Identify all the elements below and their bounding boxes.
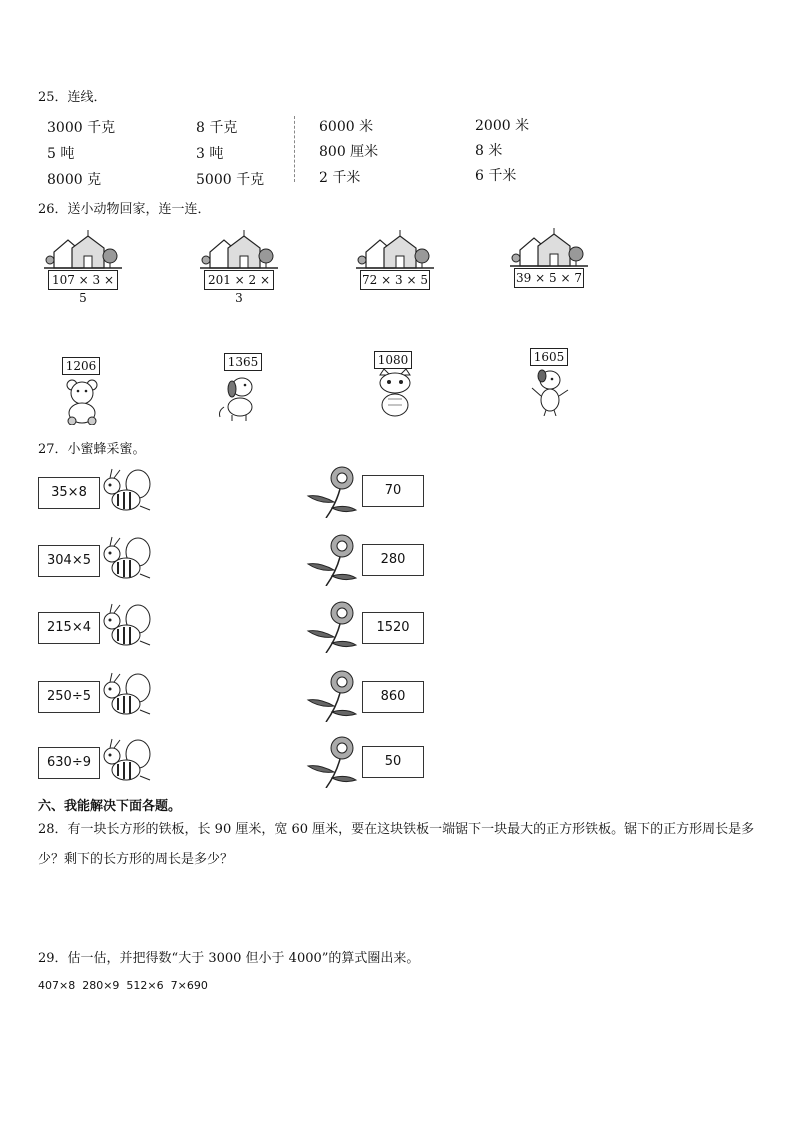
animal-number-tag: 1080 [374, 351, 412, 369]
flower-answer: 860 [362, 681, 424, 713]
q25-col1-item: 5 吨 [47, 146, 75, 162]
animal-dog [216, 353, 276, 425]
flower-answer: 280 [362, 544, 424, 576]
flower-icon [306, 534, 358, 586]
animal-number-tag: 1605 [530, 348, 568, 366]
house-formula: 72 × 3 × 5 [360, 270, 430, 290]
q25-col2-item: 8 千克 [196, 120, 238, 136]
house-3 [356, 230, 436, 292]
house-formula: 107 × 3 × 5 [48, 270, 118, 290]
bee-expression: 215×4 [38, 612, 100, 644]
bear-icon [60, 375, 110, 425]
q28-text: 28．有一块长方形的铁板，长 90 厘米，宽 60 厘米，要在这块铁板一端锯下一块最大的正方形铁板。锯下的正方形周长是多少？剩下的长方形的周长是多少？ [38, 822, 755, 867]
house-formula: 201 × 2 × 3 [204, 270, 274, 290]
flower-answer: 70 [362, 475, 424, 507]
animal-bear [60, 357, 120, 429]
flower-answer: 1520 [362, 612, 424, 644]
flower-icon [306, 736, 358, 788]
q25-col4-item: 8 米 [475, 143, 503, 159]
q29-text: 29．估一估，并把得数“大于 3000 但小于 4000”的算式圈出来。 [38, 951, 420, 966]
dog-icon [216, 371, 266, 421]
flower-icon [306, 466, 358, 518]
q25-col1-item: 3000 千克 [47, 120, 116, 136]
house-icon [200, 230, 280, 274]
bee-icon [100, 466, 156, 518]
q25-col3-item: 6000 米 [319, 119, 374, 135]
q25-divider [294, 116, 295, 182]
house-2 [200, 230, 280, 305]
animal-puppy [528, 348, 588, 420]
animal-number-tag: 1206 [62, 357, 100, 375]
puppy-icon [528, 366, 578, 416]
animal-number-tag: 1365 [224, 353, 262, 371]
bee-icon [100, 534, 156, 586]
q25-col1-item: 8000 克 [47, 172, 102, 188]
section-heading: 六、我能解决下面各题。 [38, 799, 182, 814]
q25-col3-item: 2 千米 [319, 170, 361, 186]
bee-icon [100, 736, 156, 788]
bee-expression: 35×8 [38, 477, 100, 509]
bee-expression: 304×5 [38, 545, 100, 577]
house-formula: 39 × 5 × 7 [514, 268, 584, 288]
q25-col4-item: 6 千米 [475, 168, 517, 184]
q27-title: 27．小蜜蜂采蜜。 [38, 442, 146, 457]
bee-expression: 250÷5 [38, 681, 100, 713]
house-icon [510, 228, 590, 272]
house-icon [44, 230, 124, 274]
cat-icon [372, 369, 422, 419]
bee-icon [100, 670, 156, 722]
animal-cat [372, 351, 432, 423]
house-1 [44, 230, 124, 305]
bee-expression: 630÷9 [38, 747, 100, 779]
flower-answer: 50 [362, 746, 424, 778]
q25-col3-item: 800 厘米 [319, 144, 379, 160]
house-icon [356, 230, 436, 274]
bee-icon [100, 601, 156, 653]
house-4 [510, 228, 590, 290]
q25-title: 25．连线． [38, 90, 107, 105]
q25-col2-item: 3 吨 [196, 146, 224, 162]
flower-icon [306, 670, 358, 722]
q25-col4-item: 2000 米 [475, 118, 530, 134]
q26-title: 26．送小动物回家，连一连． [38, 202, 211, 217]
q29-expressions: 407×8 280×9 512×6 7×690 [38, 979, 208, 992]
flower-icon [306, 601, 358, 653]
q25-col2-item: 5000 千克 [196, 172, 265, 188]
